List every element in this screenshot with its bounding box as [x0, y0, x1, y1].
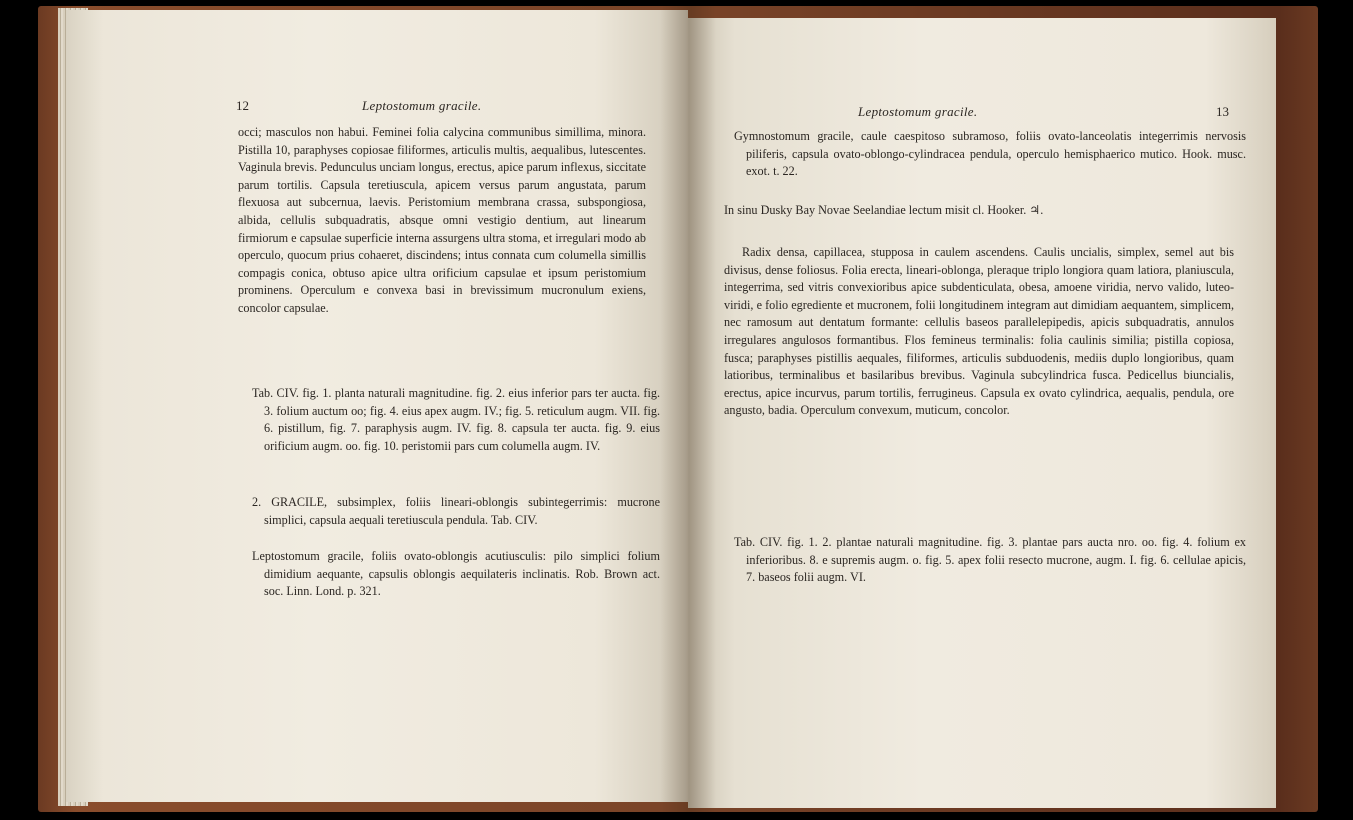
species-diagnosis: 2. GRACILE, subsimplex, foliis lineari-oblongis subintegerrimis: mucrone simplici, capsula aequali teretiuscula pendula. Tab. CIV. — [252, 495, 660, 527]
figure-caption: Tab. CIV. fig. 1. 2. plantae naturali magnitudine. fig. 3. plantae pars aucta nro. oo. fig. 4. folium ex inferioribus. 8. e supremis augm. o. fig. 5. apex folii resecto mucrone, augm. I. fig. 6. cellulae apicis, 7. baseos folii augm. VI. — [734, 535, 1246, 585]
figure-caption: Tab. CIV. fig. 1. planta naturali magnitudine. fig. 2. eius inferior pars ter aucta. fig. 3. folium auctum oo; fig. 4. eius apex augm. IV.; fig. 5. reticulum augm. VII. fig. 6. pistillum, fig. 7. paraphysis augm. IV. fig. 8. capsula ter aucta. fig. 9. eius orificium augm. oo. fig. 10. peristomii pars cum columella augm. IV. — [252, 386, 660, 453]
page-number: 12 — [236, 98, 249, 113]
synonym-citation: Gymnostomum gracile, caule caespitoso subramoso, foliis ovato-lanceolatis integerrimis nervosis piliferis, capsula ovato-oblongo-cylindracea pendula, operculo hemisphaerico mutico. Hook. musc. exot. t. 22. — [734, 129, 1246, 179]
page-number: 13 — [1216, 104, 1229, 119]
right-page — [688, 18, 1276, 808]
description-paragraph: occi; masculos non habui. Feminei folia calycina communibus simillima, minora. Pistilla 10, paraphyses copiosae filiformes, articulis multis, aequalibus, lutescentes. Vaginula brevis. Pedunculus unciam longus, erectus, apice parum inflexus, siccitate parum tortilis. Capsula teretiuscula, apicem versus parum angustata, parum flexuosa aut subcernua, laevis. Peristomium membrana crassa, subspongiosa, albida, cellulis subquadratis, absque omni vestigio dentium, aut linearum firmiorum e capsulae superficie interna assurgens ultra stoma, et irregulari modo ab operculo, quocum prius cohaeret, discindens; intus connata cum columella simillis compagis conica, obtuso apice ultra orificium capsulae et ipsum peristomium prominens. Operculum e convexa basi in brevissimum mucronulum exiens, concolor capsulae. — [238, 125, 646, 315]
running-head: Leptostomum gracile. — [362, 98, 482, 113]
locality-note: In sinu Dusky Bay Novae Seelandiae lectum misit cl. Hooker. ♃. — [724, 203, 1044, 217]
synonym-citation: Leptostomum gracile, foliis ovato-oblongis acutiusculis: pilo simplici folium dimidium aequante, capsulis oblongis aequilateris inclinatis. Rob. Brown act. soc. Linn. Lond. p. 321. — [252, 549, 660, 599]
book-gutter — [660, 6, 716, 812]
left-page — [66, 10, 688, 802]
running-head: Leptostomum gracile. — [858, 104, 978, 119]
description-paragraph: Radix densa, capillacea, stupposa in caulem ascendens. Caulis uncialis, simplex, semel aut bis divisus, dense foliosus. Folia erecta, lineari-oblonga, pleraque triplo longiora quam latiora, planiuscula, integerrima, sed vitris convexioribus apice subdenticulata, obesa, amoene viridia, nervo valido, luteo-viridi, e folio egrediente et mucronem, folii longitudinem integram aut dimidiam aequantem, simplicem, nec ramosum aut dentatum formante: cellulis baseos parallelepipedis, apicis subquadratis, annulos irregulares angulosos formantibus. Flos femineus terminalis: folia caulinis similia; pistilla copiosa, fusca; paraphyses pistillis aequales, filiformes, articulis subduodenis, mediis duplo longioribus, quam latioribus, terminalibus et basilaribus brevibus. Vaginula subcylindrica fusca. Pedicellus biuncialis, erectus, apice incurvus, parum tortilis, ferrugineus. Capsula ex ovato cylindrica, aequalis, pendula, ore angusto, badia. Operculum convexum, muticum, concolor. — [724, 245, 1234, 418]
